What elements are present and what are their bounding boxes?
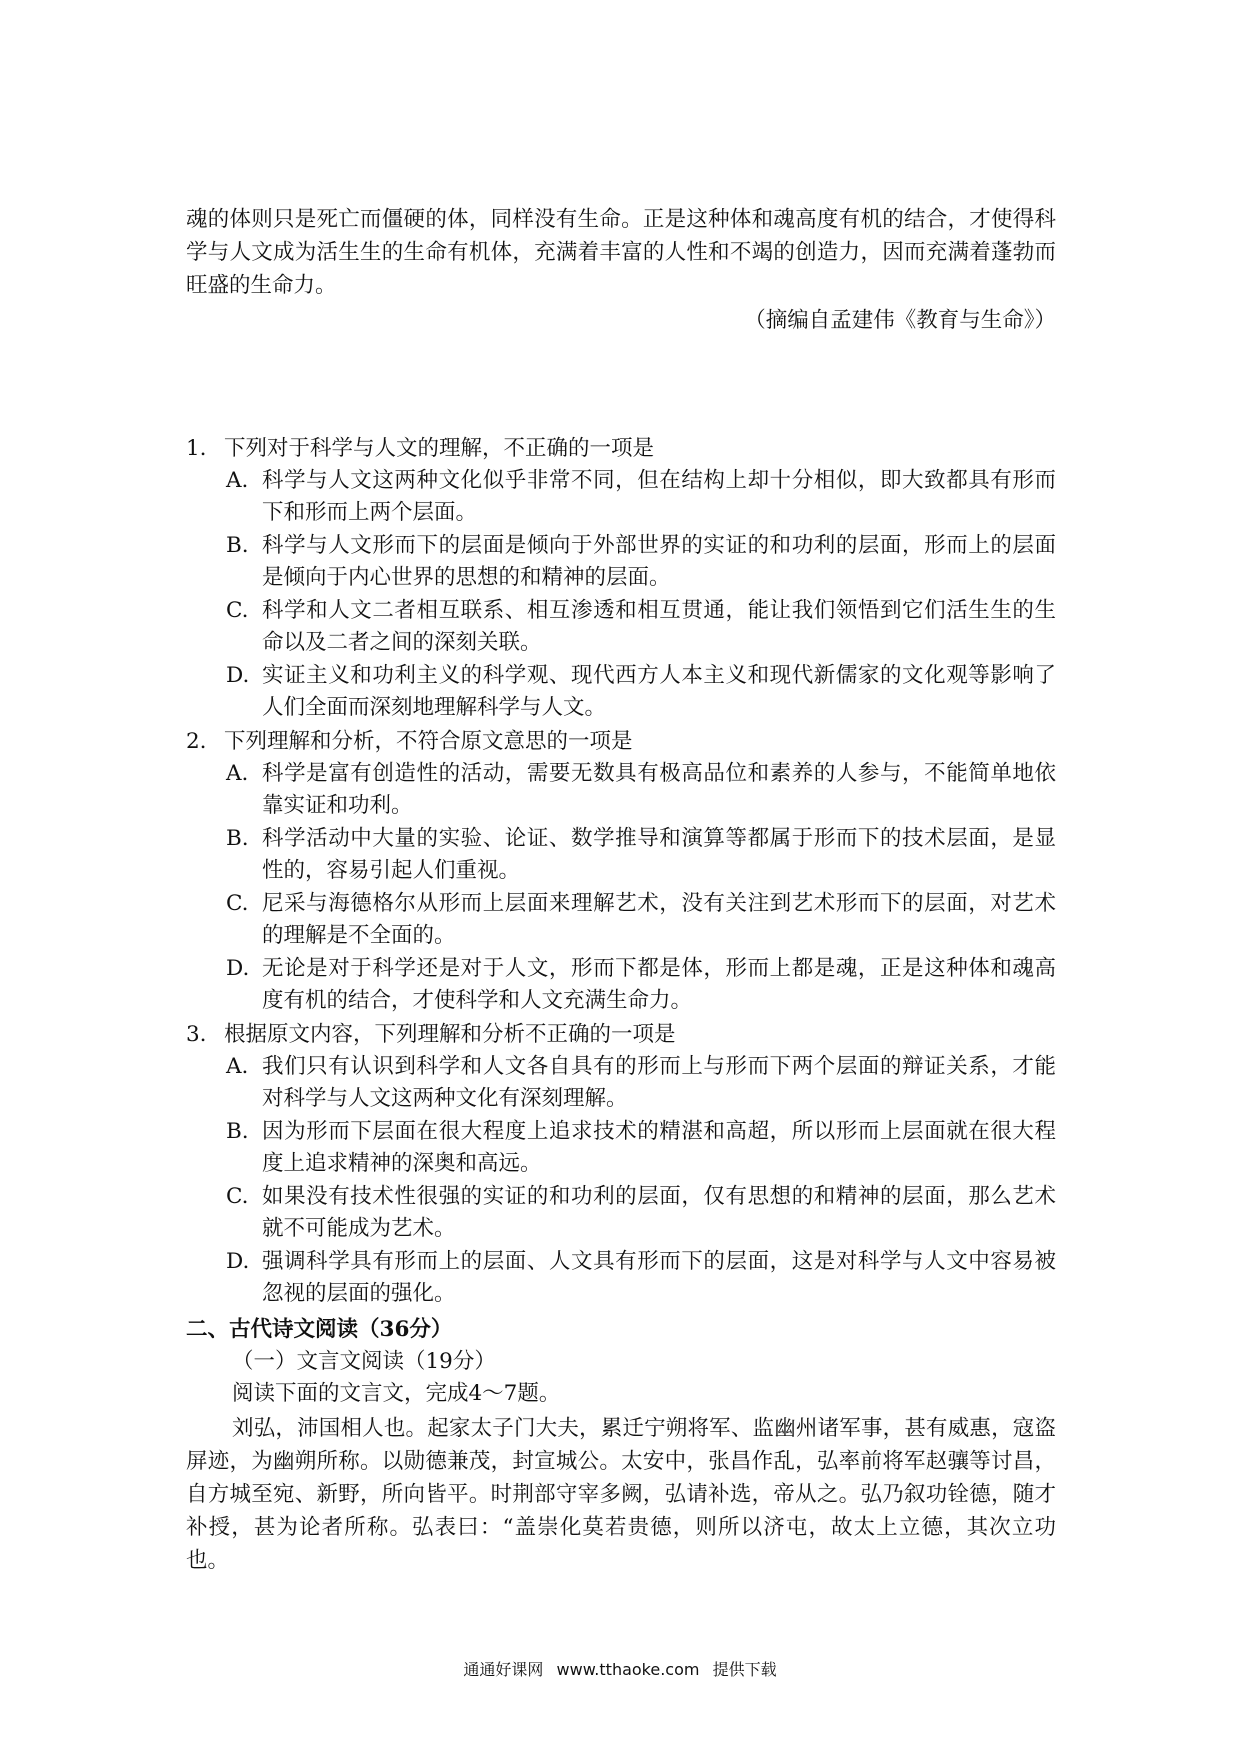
footer-url[interactable]: www.tthaoke.com <box>556 1660 700 1679</box>
option-c <box>226 1181 1056 1245</box>
option-text: 科学活动中大量的实验、论证、数学推导和演算等都属于形而下的技术层面，是显性的，容易引起人们重视。 <box>262 826 1056 883</box>
classical-passage: 刘弘，沛国相人也。起家太子门大夫，累迁宁朔将军、监幽州诸军事，甚有威惠，寇盗屏迹，为幽朔所称。以勋德兼茂，封宣城公。太安中，张昌作乱，弘率前将军赵骧等讨昌，自方城至宛、新野，所向皆平。时荆部守宰多阙，弘请补选，帝从之。弘乃叙功铨德，随才补授，甚为论者所称。弘表曰：“盖崇化莫若贵德，则所以济屯，故太上立德，其次立功也。 <box>186 1416 1056 1573</box>
option-text: 尼采与海德格尔从形而上层面来理解艺术，没有关注到艺术形而下的层面，对艺术的理解是不全面的。 <box>262 891 1056 948</box>
option-letter: D. <box>226 663 250 688</box>
question-list <box>186 432 1056 1311</box>
subsection-heading: （一）文言文阅读（19分） <box>232 1349 496 1374</box>
option-letter: B. <box>226 533 249 558</box>
question-number: 3. <box>186 1022 207 1047</box>
page-footer <box>0 1657 1240 1680</box>
question-3 <box>186 1018 1056 1310</box>
option-letter: D. <box>226 956 250 981</box>
option-letter: B. <box>226 826 249 851</box>
option-letter: A. <box>226 1054 249 1079</box>
option-b <box>226 1116 1056 1180</box>
option-text: 强调科学具有形而上的层面、人文具有形而下的层面，这是对科学与人文中容易被忽视的层面的强化。 <box>262 1249 1056 1306</box>
intro-paragraph: 魂的体则只是死亡而僵硬的体，同样没有生命。正是这种体和魂高度有机的结合，才使得科学与人文成为活生生的生命有机体，充满着丰富的人性和不竭的创造力，因而充满着蓬勃而旺盛的生命力。 <box>186 207 1056 298</box>
option-text: 因为形而下层面在很大程度上追求技术的精湛和高超，所以形而上层面就在很大程度上追求精神的深奥和高远。 <box>262 1119 1056 1176</box>
option-b <box>226 530 1056 594</box>
option-a <box>226 758 1056 822</box>
reading-instruction: 阅读下面的文言文，完成4～7题。 <box>232 1381 561 1406</box>
question-stem <box>186 725 1056 758</box>
option-a <box>226 465 1056 529</box>
question-number: 2. <box>186 729 207 754</box>
option-letter: C. <box>226 598 249 623</box>
footer-site-name: 通通好课网 <box>463 1660 544 1679</box>
option-letter: C. <box>226 891 249 916</box>
option-c <box>226 595 1056 659</box>
option-text: 我们只有认识到科学和人文各自具有的形而上与形而下两个层面的辩证关系，才能对科学与人文这两种文化有深刻理解。 <box>262 1054 1056 1111</box>
option-text: 科学和人文二者相互联系、相互渗透和相互贯通，能让我们领悟到它们活生生的生命以及二者之间的深刻关联。 <box>262 598 1056 655</box>
question-text: 下列理解和分析，不符合原文意思的一项是 <box>224 729 633 754</box>
classical-reading-section <box>186 1314 1056 1577</box>
option-text: 科学是富有创造性的活动，需要无数具有极高品位和素养的人参与，不能简单地依靠实证和功利。 <box>262 761 1056 818</box>
question-1 <box>186 432 1056 724</box>
source-citation: （摘编自孟建伟《教育与生命》） <box>744 308 1056 333</box>
question-2 <box>186 725 1056 1017</box>
question-stem <box>186 432 1056 465</box>
option-d <box>226 953 1056 1017</box>
option-text: 如果没有技术性很强的实证的和功利的层面，仅有思想的和精神的层面，那么艺术就不可能成为艺术。 <box>262 1184 1056 1241</box>
option-b <box>226 823 1056 887</box>
question-number: 1. <box>186 436 207 461</box>
option-letter: B. <box>226 1119 249 1144</box>
option-a <box>226 1051 1056 1115</box>
option-d <box>226 1246 1056 1310</box>
question-text: 根据原文内容，下列理解和分析不正确的一项是 <box>224 1022 676 1047</box>
option-letter: D. <box>226 1249 250 1274</box>
footer-note: 提供下载 <box>712 1660 777 1679</box>
section-heading: 二、古代诗文阅读（36分） <box>186 1317 453 1342</box>
option-letter: A. <box>226 468 249 493</box>
option-letter: C. <box>226 1184 249 1209</box>
option-d <box>226 660 1056 724</box>
option-text: 科学与人文这两种文化似乎非常不同，但在结构上却十分相似，即大致都具有形而下和形而上两个层面。 <box>262 468 1056 525</box>
question-text: 下列对于科学与人文的理解，不正确的一项是 <box>224 436 655 461</box>
option-c <box>226 888 1056 952</box>
option-letter: A. <box>226 761 249 786</box>
option-text: 无论是对于科学还是对于人文，形而下都是体，形而上都是魂，正是这种体和魂高度有机的结合，才使科学和人文充满生命力。 <box>262 956 1056 1013</box>
option-text: 实证主义和功利主义的科学观、现代西方人本主义和现代新儒家的文化观等影响了人们全面而深刻地理解科学与人文。 <box>262 663 1056 720</box>
question-stem <box>186 1018 1056 1051</box>
option-text: 科学与人文形而下的层面是倾向于外部世界的实证的和功利的层面，形而上的层面是倾向于内心世界的思想的和精神的层面。 <box>262 533 1056 590</box>
